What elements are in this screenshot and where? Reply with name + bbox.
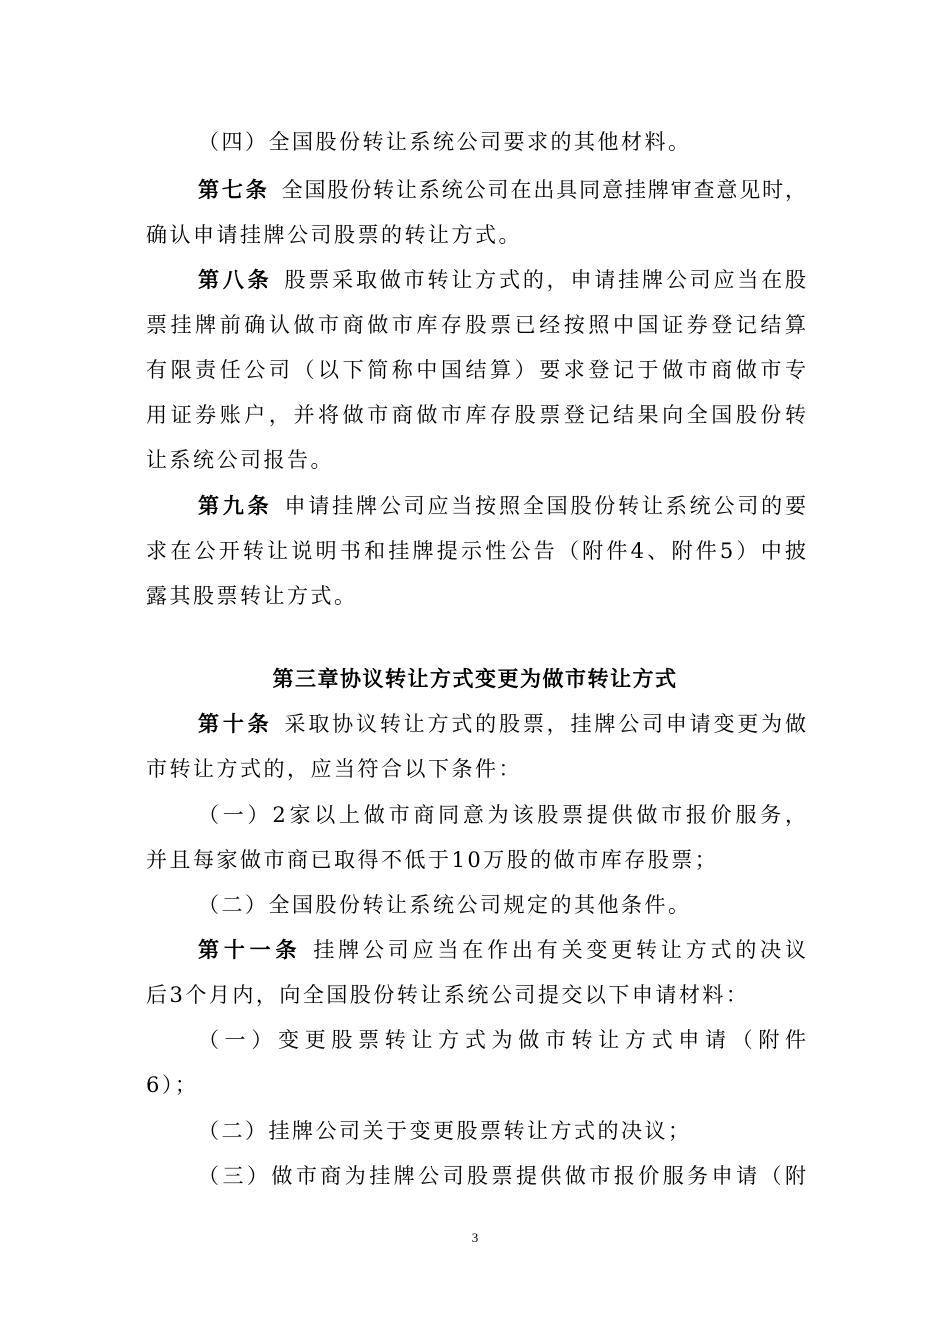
chapter-heading: 第三章协议转让方式变更为做市转让方式 xyxy=(272,666,678,691)
page-number: 3 xyxy=(471,1230,479,1245)
article-number: 第七条 xyxy=(198,177,270,202)
paragraph-line xyxy=(198,176,806,204)
line-text: 让系统公司报告。 xyxy=(146,448,334,472)
line-text: 6）； xyxy=(146,1073,199,1097)
line-text: 票挂牌前确认做市商做市库存股票已经按照中国证券登记结算 xyxy=(146,313,806,337)
paragraph-line xyxy=(198,266,806,294)
line-text: 确认申请挂牌公司股票的转让方式。 xyxy=(146,223,522,247)
line-text: 用证券账户，并将做市商做市库存股票登记结果向全国股份转 xyxy=(146,403,806,427)
paragraph-line xyxy=(198,1026,806,1054)
line-text: 并且每家做市商已取得不低于10万股的做市库存股票； xyxy=(146,848,719,872)
paragraph-line xyxy=(198,801,806,829)
article-number: 第十一条 xyxy=(198,937,302,962)
paragraph-line xyxy=(146,311,806,339)
line-text: （一）2家以上做市商同意为该股票提供做市报价服务， xyxy=(198,803,806,827)
line-text: （二）挂牌公司关于变更股票转让方式的决议； xyxy=(198,1119,692,1143)
line-text: 挂牌公司应当在作出有关变更转让方式的决议 xyxy=(313,938,807,962)
paragraph-line xyxy=(198,1117,806,1145)
line-text: 后3个月内，向全国股份转让系统公司提交以下申请材料： xyxy=(146,983,750,1007)
line-text: 求在公开转让说明书和挂牌提示性公告（附件4、附件5）中披 xyxy=(146,539,806,563)
line-text: 露其股票转让方式。 xyxy=(146,584,358,608)
line-text: 申请挂牌公司应当按照全国股份转让系统公司的要 xyxy=(284,494,806,518)
article-number: 第十条 xyxy=(198,711,273,736)
paragraph-line xyxy=(146,401,806,429)
paragraph-line xyxy=(146,981,806,1009)
line-text: （四）全国股份转让系统公司要求的其他材料。 xyxy=(198,130,692,154)
paragraph-line xyxy=(146,582,806,610)
paragraph-line xyxy=(146,755,806,783)
paragraph-line xyxy=(146,846,806,874)
paragraph-line xyxy=(198,936,806,964)
paragraph-line xyxy=(146,446,806,474)
line-text: （二）全国股份转让系统公司规定的其他条件。 xyxy=(198,893,692,917)
paragraph-line xyxy=(198,492,806,520)
article-number: 第八条 xyxy=(198,267,273,292)
line-text: 全国股份转让系统公司在出具同意挂牌审查意见时， xyxy=(281,178,806,202)
paragraph-line xyxy=(198,891,806,919)
paragraph-line xyxy=(198,1162,806,1190)
line-text: 股票采取做市转让方式的，申请挂牌公司应当在股 xyxy=(284,268,806,292)
paragraph-line xyxy=(198,710,806,738)
line-text: 有限责任公司（以下简称中国结算）要求登记于做市商做市专 xyxy=(146,358,806,382)
line-text: 市转让方式的，应当符合以下条件： xyxy=(146,757,522,781)
line-text: 采取协议转让方式的股票，挂牌公司申请变更为做 xyxy=(284,712,806,736)
paragraph-line xyxy=(146,537,806,565)
paragraph-line xyxy=(146,356,806,384)
line-text: （一）变更股票转让方式为做市转让方式申请（附件 xyxy=(198,1028,806,1052)
article-number: 第九条 xyxy=(198,493,273,518)
paragraph-line xyxy=(198,128,806,156)
paragraph-line xyxy=(146,221,806,249)
line-text: （三）做市商为挂牌公司股票提供做市报价服务申请（附 xyxy=(198,1164,806,1188)
paragraph-line xyxy=(146,1071,806,1099)
